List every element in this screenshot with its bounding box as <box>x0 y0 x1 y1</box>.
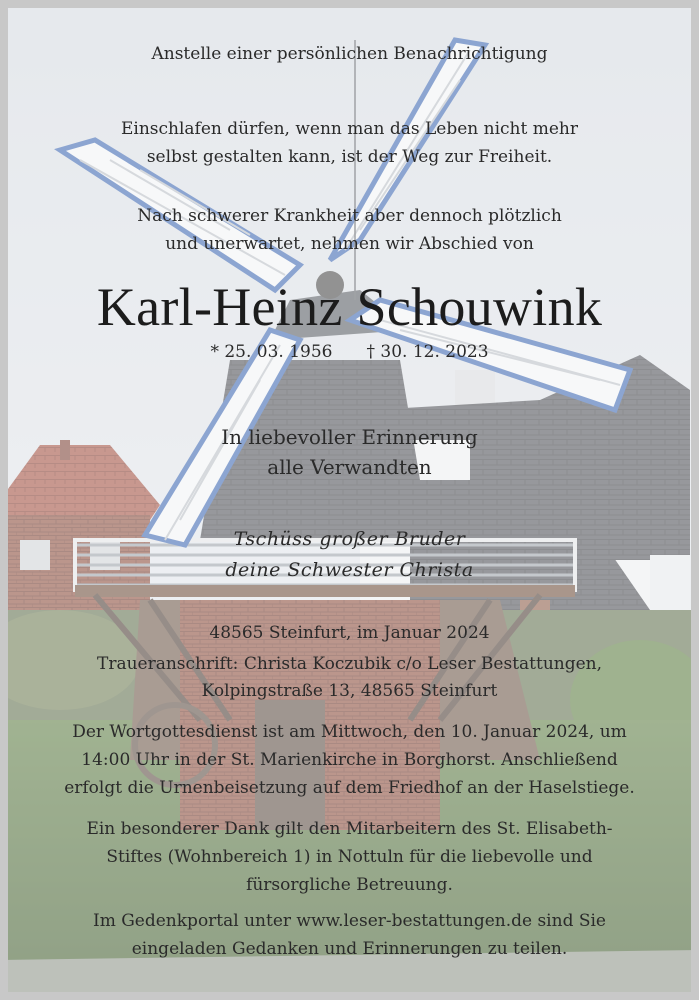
thanks-line-2: Stiftes (Wohnbereich 1) in Nottuln für die liebevolle und <box>106 847 593 867</box>
sibling-message-line-1: Tschüss großer Bruder <box>233 528 466 550</box>
mourning-address-line-2: Kolpingstraße 13, 48565 Steinfurt <box>201 681 498 701</box>
deceased-name: Karl-Heinz Schouwink <box>96 277 603 337</box>
portal-line-1: Im Gedenkportal unter www.leser-bestattungen.de sind Sie <box>92 911 606 931</box>
quote-line-1: Einschlafen dürfen, wenn man das Leben nicht mehr <box>121 119 578 139</box>
remembrance-line-1: In liebevoller Erinnerung <box>221 425 478 449</box>
service-info-line-1: Der Wortgottesdienst ist am Mittwoch, den 10. Januar 2024, um <box>72 722 627 742</box>
intro-line: Anstelle einer persönlichen Benachrichtigung <box>151 44 548 64</box>
death-date: † 30. 12. 2023 <box>366 342 489 362</box>
announcement-line-1: Nach schwerer Krankheit aber dennoch plötzlich <box>137 206 562 226</box>
sibling-message-line-2: deine Schwester Christa <box>225 559 474 581</box>
life-dates <box>20 338 679 366</box>
thanks-line-3: fürsorgliche Betreuung. <box>246 875 453 895</box>
thanks-line-1: Ein besonderer Dank gilt den Mitarbeitern des St. Elisabeth- <box>86 819 613 839</box>
place-date: 48565 Steinfurt, im Januar 2024 <box>209 623 490 643</box>
quote-line-2: selbst gestalten kann, ist der Weg zur Freiheit. <box>146 147 553 167</box>
service-info-line-3: erfolgt die Urnenbeisetzung auf dem Friedhof an der Haselstiege. <box>64 778 635 798</box>
service-info-line-2: 14:00 Uhr in der St. Marienkirche in Borghorst. Anschließend <box>81 750 618 770</box>
mourning-address-line-1: Traueranschrift: Christa Koczubik c/o Leser Bestattungen, <box>96 654 603 674</box>
portal-line-2: eingeladen Gedanken und Erinnerungen zu teilen. <box>131 939 568 959</box>
birth-date: * 25. 03. 1956 <box>210 342 333 362</box>
remembrance-line-2: alle Verwandten <box>267 455 432 479</box>
announcement-line-2: und unerwartet, nehmen wir Abschied von <box>165 234 534 254</box>
